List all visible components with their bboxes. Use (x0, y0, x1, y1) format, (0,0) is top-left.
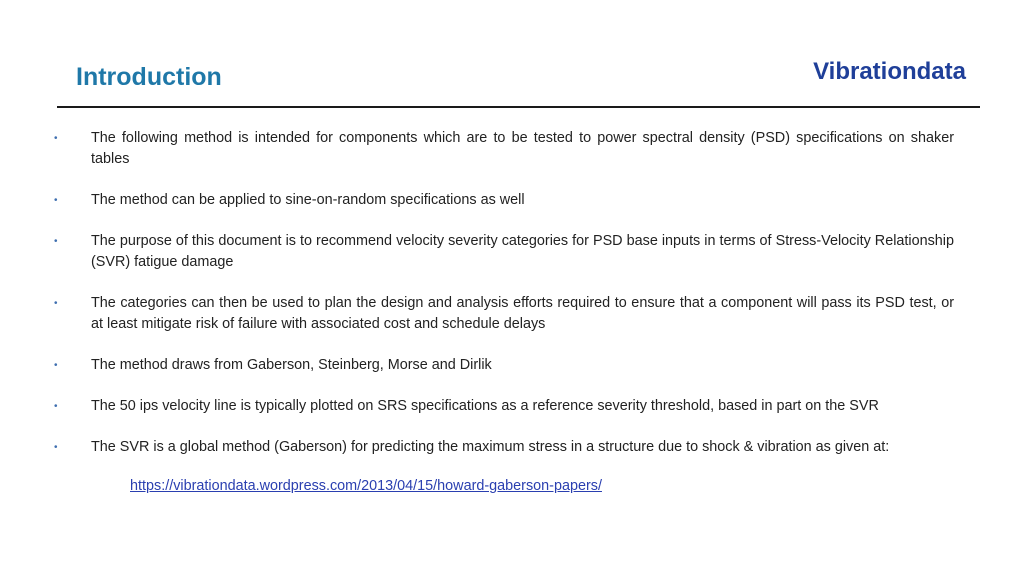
slide-title: Introduction (76, 63, 222, 91)
bullet-text: The categories can then be used to plan the design and analysis efforts required to ensure that a component will pass its PSD test, or at least mitigate risk of failure with associated cost and schedule delays (91, 295, 954, 332)
bullet-item (50, 128, 954, 170)
bullet-dot-icon: • (54, 442, 58, 453)
bullet-dot-icon: • (54, 298, 58, 309)
bullet-text: The 50 ips velocity line is typically plotted on SRS specifications as a reference severity threshold, based in part on the SVR (91, 398, 879, 414)
bullet-item (50, 293, 954, 335)
bullet-dot-icon: • (54, 360, 58, 371)
bullet-text: The following method is intended for components which are to be tested to power spectral density (PSD) specifications on shaker tables (91, 130, 954, 167)
bullet-item (50, 396, 954, 417)
bullet-item (50, 231, 954, 273)
bullet-list (50, 128, 954, 478)
bullet-text: The purpose of this document is to recommend velocity severity categories for PSD base inputs in terms of Stress-Velocity Relationship (SVR) fatigue damage (91, 233, 954, 270)
bullet-text: The method draws from Gaberson, Steinberg, Morse and Dirlik (91, 357, 492, 373)
bullet-text: The SVR is a global method (Gaberson) for predicting the maximum stress in a structure due to shock & vibration as given at: (91, 439, 890, 455)
bullet-dot-icon: • (54, 133, 58, 144)
bullet-text: The method can be applied to sine-on-random specifications as well (91, 192, 525, 208)
bullet-item (50, 355, 954, 376)
title-divider (57, 106, 980, 108)
bullet-item (50, 437, 954, 458)
bullet-dot-icon: • (54, 236, 58, 247)
bullet-item (50, 190, 954, 211)
bullet-dot-icon: • (54, 195, 58, 206)
bullet-dot-icon: • (54, 401, 58, 412)
gaberson-papers-link[interactable]: https://vibrationdata.wordpress.com/2013/04/15/howard-gaberson-papers/ (130, 478, 602, 494)
brand-logo-text: Vibrationdata (813, 58, 966, 85)
